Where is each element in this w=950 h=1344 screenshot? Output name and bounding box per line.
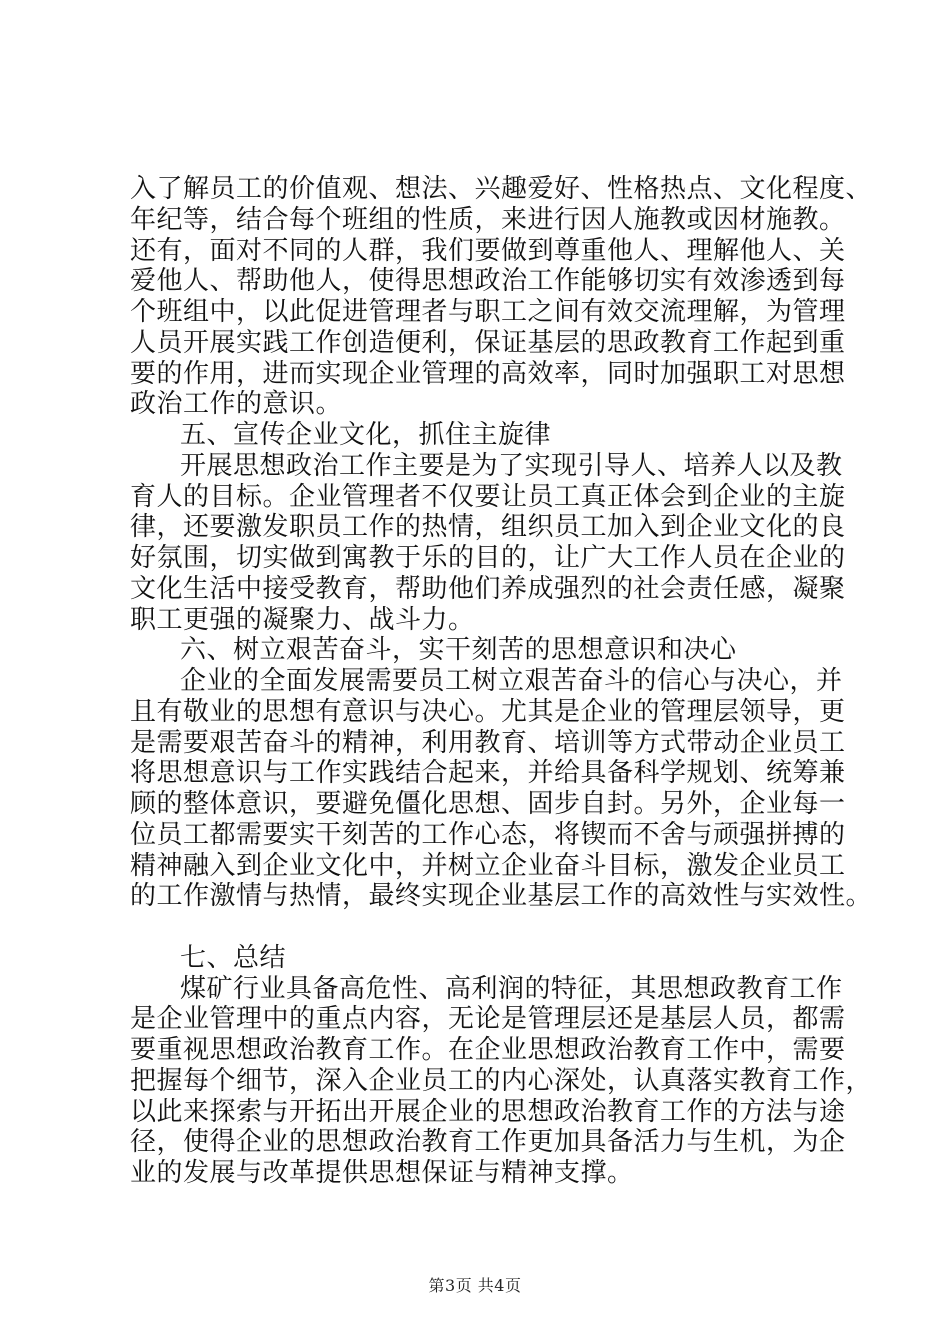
body-text-line: 要的作用，进而实现企业管理的高效率，同时加强职工对思想 xyxy=(130,358,846,389)
page-number-footer: 第3页 共4页 xyxy=(428,1276,522,1295)
body-text-line: 径，使得企业的思想政治教育工作更加具备活力与生机，为企 xyxy=(130,1127,846,1158)
body-text-line: 的工作激情与热情，最终实现企业基层工作的高效性与实效性。 xyxy=(130,881,873,912)
section-heading: 五、宣传企业文化，抓住主旋律 xyxy=(180,420,552,450)
body-text-line: 煤矿行业具备高危性、高利润的特征，其思想政教育工作 xyxy=(180,973,843,1004)
body-text-line: 顾的整体意识，要避免僵化思想、固步自封。另外，企业每一 xyxy=(130,789,846,819)
body-text-line: 政治工作的意识。 xyxy=(130,389,343,420)
body-text-line: 要重视思想政治教育工作。在企业思想政治教育工作中，需要 xyxy=(130,1035,846,1065)
body-text-line: 以此来探索与开拓出开展企业的思想政治教育工作的方法与途 xyxy=(130,1096,846,1127)
body-text-line: 是企业管理中的重点内容，无论是管理层还是基层人员，都需 xyxy=(130,1004,846,1035)
body-text-line: 爱他人、帮助他人，使得思想政治工作能够切实有效渗透到每 xyxy=(130,266,846,297)
body-text-line: 企业的全面发展需要员工树立艰苦奋斗的信心与决心，并 xyxy=(180,666,843,696)
body-text-line: 好氛围，切实做到寓教于乐的目的，让广大工作人员在企业的 xyxy=(130,543,846,573)
body-text-line: 位员工都需要实干刻苦的工作心态，将锲而不舍与顽强拼搏的 xyxy=(130,819,846,850)
body-text-line: 入了解员工的价值观、想法、兴趣爱好、性格热点、文化程度、 xyxy=(130,174,873,204)
body-text-line: 文化生活中接受教育，帮助他们养成强烈的社会责任感，凝聚 xyxy=(130,573,846,604)
section-heading: 六、树立艰苦奋斗，实干刻苦的思想意识和决心 xyxy=(180,635,737,666)
body-text-line: 是需要艰苦奋斗的精神，利用教育、培训等方式带动企业员工 xyxy=(130,727,846,758)
body-text-line: 职工更强的凝聚力、战斗力。 xyxy=(130,604,475,635)
body-text-line: 个班组中，以此促进管理者与职工之间有效交流理解，为管理 xyxy=(130,297,846,327)
section-heading: 七、总结 xyxy=(180,942,287,973)
body-text-line: 将思想意识与工作实践结合起来，并给具备科学规划、统筹兼 xyxy=(130,758,846,789)
body-text-line: 人员开展实践工作创造便利，保证基层的思政教育工作起到重 xyxy=(130,327,846,358)
body-text-line: 且有敬业的思想有意识与决心。尤其是企业的管理层领导，更 xyxy=(130,696,846,727)
body-text-line: 还有，面对不同的人群，我们要做到尊重他人、理解他人、关 xyxy=(130,235,846,266)
body-text-line: 精神融入到企业文化中，并树立企业奋斗目标，激发企业员工 xyxy=(130,850,846,881)
body-text-line: 律，还要激发职员工作的热情，组织员工加入到企业文化的良 xyxy=(130,512,846,543)
body-text-line: 年纪等，结合每个班组的性质，来进行因人施教或因材施教。 xyxy=(130,204,846,235)
body-text-line: 把握每个细节，深入企业员工的内心深处，认真落实教育工作， xyxy=(130,1065,873,1096)
body-text-line: 开展思想政治工作主要是为了实现引导人、培养人以及教 xyxy=(180,450,843,481)
body-text-line: 育人的目标。企业管理者不仅要让员工真正体会到企业的主旋 xyxy=(130,481,846,512)
body-text-line: 业的发展与改革提供思想保证与精神支撑。 xyxy=(130,1158,634,1188)
